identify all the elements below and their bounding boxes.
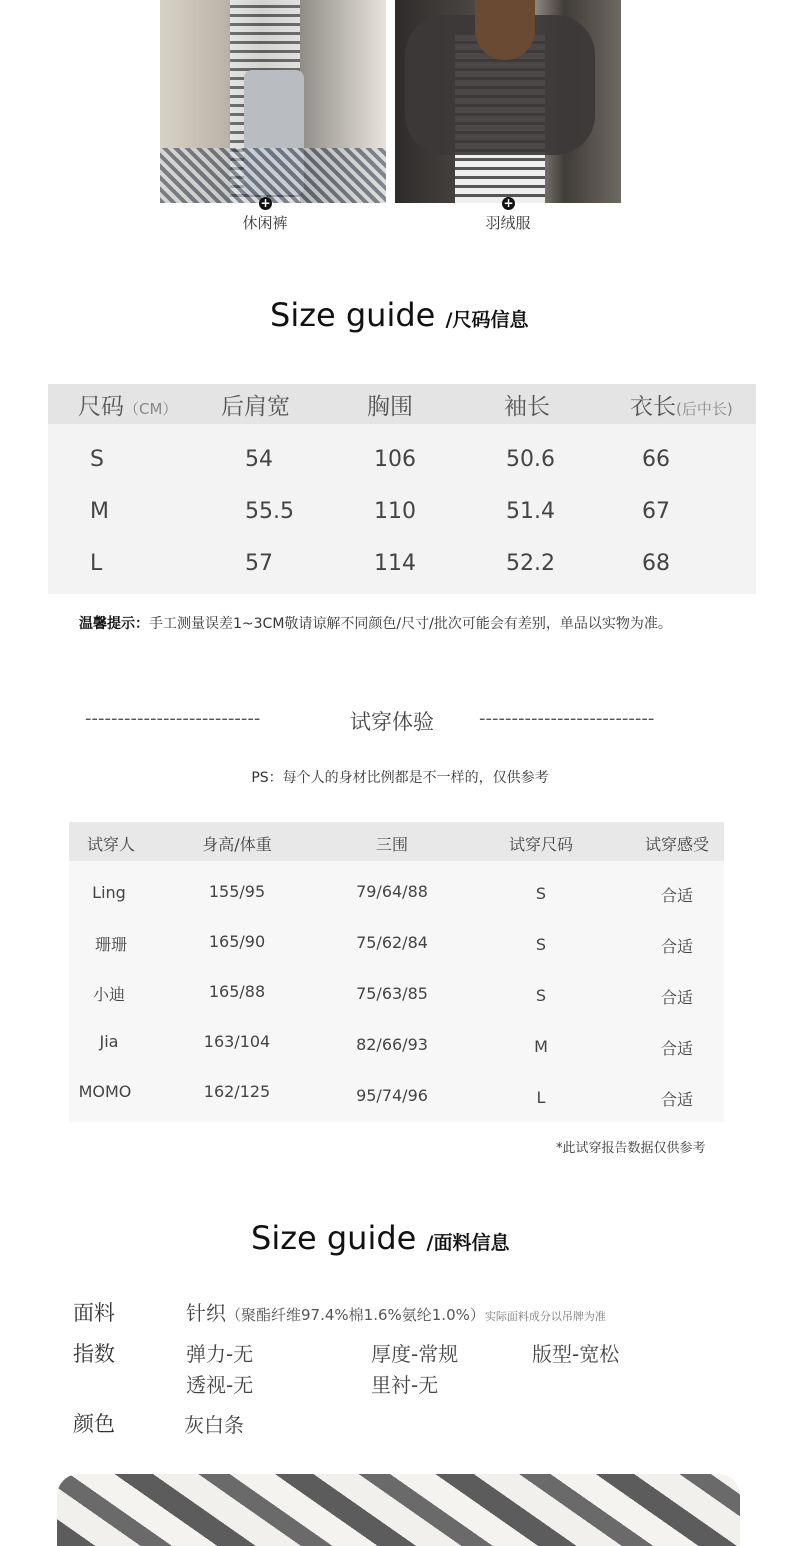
person-cell: 珊珊 [94, 935, 128, 954]
size-cell: S [535, 986, 547, 1005]
divider-left: --------------------------- [85, 708, 261, 729]
header-measurements: 三围 [375, 835, 409, 854]
hw-cell: 163/104 [203, 1032, 271, 1051]
product-photo-jacket[interactable] [395, 0, 621, 203]
fabric-swatch-image [57, 1474, 740, 1546]
size-guide-title: Size guide [270, 296, 436, 334]
header-size: 尺码（CM） [78, 394, 178, 420]
sleeve-cell: 50.6 [506, 447, 555, 472]
size-cell: L [90, 551, 103, 576]
measure-cell: 95/74/96 [356, 1086, 428, 1105]
try-on-note: *此试穿报告数据仅供参考 [556, 1141, 706, 1156]
color-label: 颜色 [73, 1412, 115, 1436]
product-photo-pants[interactable] [160, 0, 386, 203]
fabric-title: Size guide [251, 1219, 417, 1257]
size-guide-heading [270, 296, 528, 334]
hair-shape [475, 0, 535, 60]
shoulder-cell: 55.5 [245, 499, 294, 524]
header-try-size: 试穿尺码 [508, 835, 574, 854]
plus-icon[interactable]: + [260, 196, 271, 210]
header-chest: 胸围 [367, 394, 413, 420]
length-cell: 66 [642, 447, 670, 472]
hw-cell: 165/88 [208, 982, 266, 1001]
feel-cell: 合适 [660, 886, 694, 905]
header-feel: 试穿感受 [644, 835, 710, 854]
person-cell: Ling [92, 883, 126, 902]
header-person: 试穿人 [86, 835, 136, 854]
size-guide-subtitle: /尺码信息 [445, 309, 529, 331]
try-on-heading [0, 708, 800, 738]
measurement-tip: 温馨提示：手工测量误差1~3CM敬请谅解不同颜色/尺寸/批次可能会有差别，单品以实物为准。 [79, 616, 672, 632]
measure-cell: 75/62/84 [356, 933, 428, 952]
chest-cell: 110 [374, 499, 416, 524]
sleeve-cell: 51.4 [506, 499, 555, 524]
floor-pattern [160, 148, 386, 203]
thickness-value: 厚度-常规 [371, 1342, 459, 1366]
header-length: 衣长(后中长) [630, 394, 733, 420]
hw-cell: 155/95 [208, 882, 266, 901]
pants-caption[interactable]: 休闲裤 [242, 214, 288, 232]
fit-value: 版型-宽松 [532, 1342, 620, 1366]
header-shoulder: 后肩宽 [221, 394, 290, 420]
header-height-weight: 身高/体重 [202, 835, 272, 854]
try-on-title: 试穿体验 [350, 710, 434, 734]
feel-cell: 合适 [660, 937, 694, 956]
material-label: 面料 [73, 1301, 115, 1325]
color-value: 灰白条 [184, 1413, 244, 1437]
elasticity-value: 弹力-无 [186, 1342, 254, 1366]
divider-right: --------------------------- [479, 708, 655, 729]
shoulder-cell: 54 [245, 447, 273, 472]
material-value: 针织（聚酯纤维97.4%棉1.6%氨纶1.0%）实际面料成分以吊牌为准 [186, 1301, 606, 1325]
index-label: 指数 [73, 1342, 115, 1366]
chest-cell: 114 [374, 551, 416, 576]
person-cell: 小迪 [92, 985, 126, 1004]
size-table-header [48, 384, 756, 424]
measure-cell: 82/66/93 [356, 1035, 428, 1054]
length-cell: 67 [642, 499, 670, 524]
try-on-disclaimer: PS：每个人的身材比例都是不一样的，仅供参考 [251, 770, 549, 786]
person-cell: Jia [99, 1032, 119, 1051]
lining-value: 里衬-无 [371, 1373, 439, 1397]
size-cell: S [535, 935, 547, 954]
size-cell: M [534, 1037, 548, 1056]
jacket-caption[interactable]: 羽绒服 [485, 214, 531, 232]
feel-cell: 合适 [660, 1039, 694, 1058]
size-cell: L [536, 1088, 546, 1107]
fabric-heading [251, 1219, 509, 1257]
hw-cell: 165/90 [208, 932, 266, 951]
chest-cell: 106 [374, 447, 416, 472]
try-on-table-header [69, 822, 724, 861]
size-cell: S [90, 447, 104, 472]
measure-cell: 79/64/88 [356, 882, 428, 901]
feel-cell: 合适 [660, 1090, 694, 1109]
header-sleeve: 袖长 [504, 394, 550, 420]
measure-cell: 75/63/85 [356, 984, 428, 1003]
hw-cell: 162/125 [203, 1082, 271, 1101]
feel-cell: 合适 [660, 988, 694, 1007]
person-cell: MOMO [78, 1082, 132, 1101]
transparency-value: 透视-无 [186, 1373, 254, 1397]
size-cell: S [535, 884, 547, 903]
size-table [48, 384, 756, 594]
shoulder-cell: 57 [245, 551, 273, 576]
sleeve-cell: 52.2 [506, 551, 555, 576]
fabric-subtitle: /面料信息 [426, 1232, 510, 1254]
length-cell: 68 [642, 551, 670, 576]
plus-icon[interactable]: + [503, 196, 514, 210]
try-on-table [69, 822, 724, 1122]
size-cell: M [90, 499, 109, 524]
